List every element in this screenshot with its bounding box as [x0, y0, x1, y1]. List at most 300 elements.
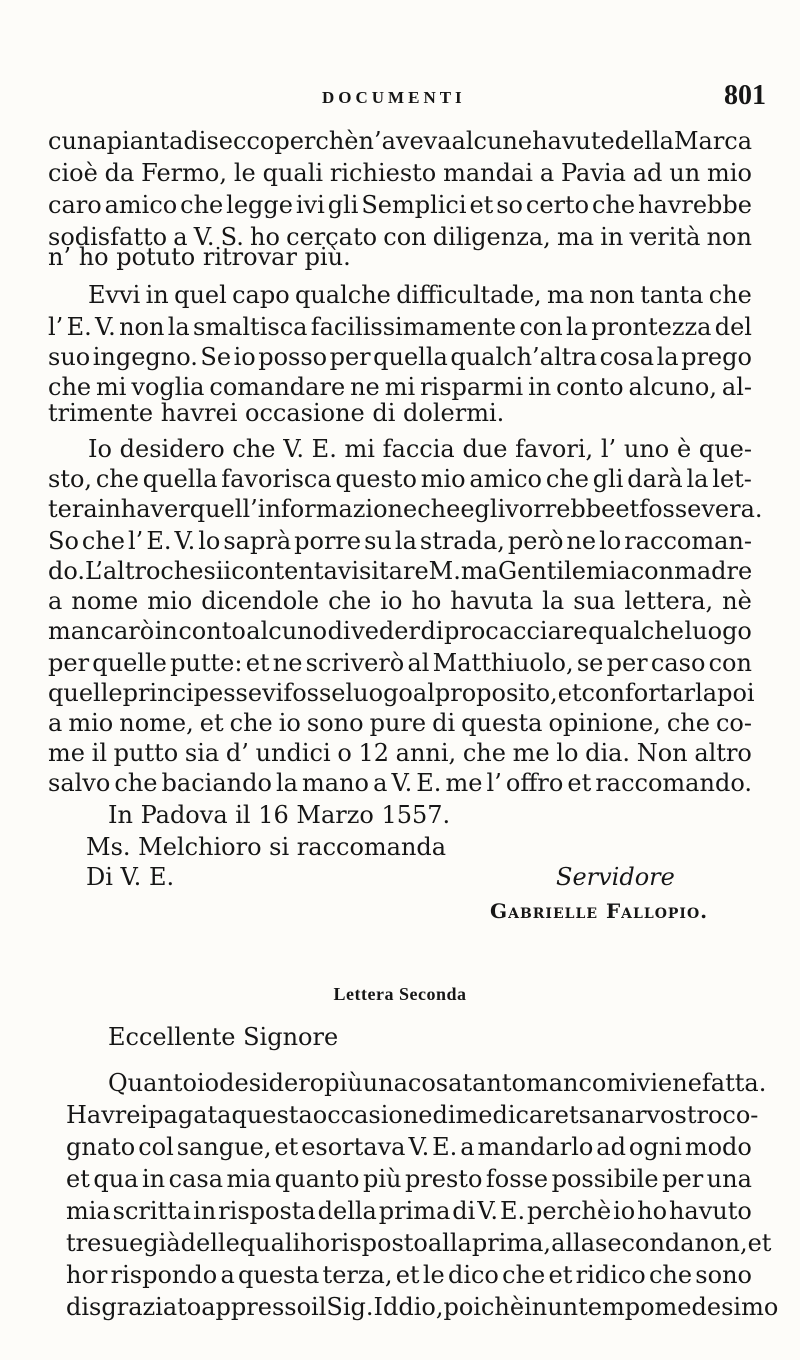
word: caso	[650, 649, 706, 677]
word: non	[119, 313, 165, 341]
word: medesimo	[654, 1293, 779, 1321]
word: L’altro	[85, 557, 161, 585]
word: a	[48, 587, 63, 615]
word: V.	[391, 769, 413, 797]
text-line	[0, 526, 800, 556]
word: la	[542, 587, 565, 615]
word: per	[329, 343, 371, 371]
word: ingegno.	[92, 343, 198, 371]
word: l’	[128, 527, 144, 555]
word: V.	[95, 313, 116, 341]
word: mio	[147, 587, 193, 615]
text-line	[0, 1260, 800, 1290]
text-line	[0, 556, 800, 586]
word: ho	[250, 223, 280, 251]
word: che	[417, 495, 461, 523]
word: haver	[120, 495, 190, 523]
word: opinione,	[548, 709, 661, 737]
word: sono	[306, 709, 364, 737]
word: amico	[104, 191, 178, 219]
word: mano	[302, 769, 370, 797]
word: offro	[505, 769, 564, 797]
word: ho	[637, 1197, 668, 1225]
word: scritta	[112, 1197, 192, 1225]
word: Semplici	[361, 191, 467, 219]
word: però	[507, 527, 564, 555]
word: do.	[48, 557, 86, 585]
text-line	[0, 648, 800, 678]
word: et	[395, 1261, 420, 1289]
word: il	[311, 1293, 327, 1321]
servidore-line: Servidore	[556, 863, 675, 891]
page-number: 801	[724, 80, 766, 111]
word: di	[420, 617, 444, 645]
word: Quanto	[108, 1069, 197, 1097]
text-line	[0, 1100, 800, 1130]
word: V.	[408, 1133, 430, 1161]
word: risposto	[330, 1229, 428, 1257]
word: che	[232, 435, 276, 463]
word: et	[615, 495, 640, 523]
word: lo	[599, 527, 622, 555]
word: non,	[694, 1229, 748, 1257]
word: gli	[592, 465, 624, 493]
word: un	[669, 159, 701, 187]
word: risparmi	[420, 373, 524, 401]
word: desidero	[119, 435, 225, 463]
word: che	[95, 465, 139, 493]
word: quelle	[48, 679, 123, 707]
word: mia	[585, 557, 631, 585]
word: comandare	[209, 373, 346, 401]
word: E.	[66, 313, 92, 341]
word: mi	[606, 1069, 637, 1097]
word: et	[557, 679, 582, 707]
word: So	[48, 527, 79, 555]
word: in	[193, 1197, 217, 1225]
word: quell’informazione	[189, 495, 418, 523]
word: mio	[420, 465, 466, 493]
word: la	[275, 769, 298, 797]
word: gli	[327, 191, 359, 219]
word: le	[233, 159, 256, 187]
word: sono	[695, 1261, 752, 1289]
word: Io	[88, 435, 112, 463]
word: la	[394, 527, 417, 555]
word: facilissimamente	[310, 313, 517, 341]
word: di	[183, 127, 207, 155]
word: terza,	[322, 1261, 393, 1289]
word: principesse	[122, 679, 263, 707]
word: ogni	[628, 1133, 682, 1161]
word: et	[66, 1165, 90, 1193]
text-line	[0, 1068, 800, 1098]
word: putte:	[170, 649, 243, 677]
word: ho	[411, 587, 442, 615]
text-line	[0, 1196, 800, 1226]
word: qualch’altra	[450, 343, 598, 371]
word: contenta	[231, 557, 338, 585]
word: vorrebbe	[505, 495, 616, 523]
word: vera.	[701, 495, 763, 523]
word: que-	[698, 435, 752, 463]
word: me	[445, 769, 483, 797]
word: nè	[722, 587, 752, 615]
word: V.	[174, 527, 196, 555]
word: proposito,	[434, 679, 558, 707]
word: havuto	[668, 1197, 752, 1225]
word: desidero	[219, 1069, 325, 1097]
word: me	[512, 739, 550, 767]
word: luogo	[345, 679, 413, 707]
word: S.	[220, 223, 244, 251]
word: veder	[351, 617, 420, 645]
word: quali	[262, 159, 324, 187]
word: io	[278, 709, 301, 737]
word: in	[524, 1293, 548, 1321]
text-line	[0, 586, 800, 616]
word: sii	[203, 557, 232, 585]
word: il	[91, 739, 107, 767]
word: ma	[556, 223, 595, 251]
word: gnato	[66, 1133, 136, 1161]
word: Fermo,	[141, 159, 227, 187]
word: in	[145, 281, 169, 309]
word: conmadre	[630, 557, 753, 585]
word: prima,	[471, 1229, 552, 1257]
text-line	[0, 126, 800, 156]
word: pianta	[106, 127, 184, 155]
word: E.	[311, 435, 337, 463]
word: che	[592, 191, 636, 219]
word: le	[422, 1261, 445, 1289]
word: sto,	[48, 465, 93, 493]
word: cercato	[286, 223, 378, 251]
word: V.	[283, 435, 304, 463]
word: risposta	[218, 1197, 316, 1225]
word: sangue,	[176, 1133, 272, 1161]
word: su	[364, 527, 392, 555]
text-line	[0, 312, 800, 342]
word: anni,	[395, 739, 457, 767]
word: che	[160, 557, 204, 585]
word: capo	[232, 281, 290, 309]
running-head: DOCUMENTI	[322, 88, 466, 107]
word: E.	[146, 527, 172, 555]
word: verità	[629, 223, 701, 251]
word: disgraziato	[66, 1293, 202, 1321]
word: quel	[174, 281, 227, 309]
text-line	[0, 678, 800, 708]
word: mi	[344, 435, 375, 463]
word: M.ma	[428, 557, 498, 585]
word: darà	[627, 465, 683, 493]
word: casa	[168, 1165, 224, 1193]
word: favori,	[515, 435, 594, 463]
word: per	[662, 1165, 704, 1193]
word: in	[154, 617, 178, 645]
word: putto	[113, 739, 179, 767]
word: presto	[404, 1165, 483, 1193]
word: mancarò	[48, 617, 155, 645]
word: nome,	[119, 709, 194, 737]
word: raccomando.	[595, 769, 752, 797]
word: occasione	[312, 1101, 433, 1129]
word: V.	[193, 223, 215, 251]
word: conto	[556, 373, 624, 401]
word: sue	[101, 1229, 144, 1257]
word: lo	[556, 739, 579, 767]
word: sua	[573, 587, 616, 615]
word: et	[245, 649, 270, 677]
word: che	[708, 281, 752, 309]
word: questa	[238, 1261, 320, 1289]
word: luogo	[684, 617, 752, 645]
word: più	[324, 1069, 363, 1097]
word: al-	[721, 373, 752, 401]
text-line	[0, 768, 800, 798]
word: hor	[66, 1261, 108, 1289]
word: a	[173, 223, 188, 251]
word: che	[328, 587, 372, 615]
word: perchè	[527, 1197, 612, 1225]
word: difficultade,	[396, 281, 542, 309]
signature: Gabrielle Fallopio.	[490, 899, 709, 923]
word: et	[554, 1101, 579, 1129]
text-line	[0, 1228, 800, 1258]
word: non	[589, 281, 635, 309]
word: raccoman-	[624, 527, 752, 555]
word: un	[547, 1293, 579, 1321]
word: in	[600, 223, 624, 251]
word: Marca	[673, 127, 753, 155]
word: n’	[358, 127, 382, 155]
word: et	[274, 1133, 299, 1161]
word: che	[666, 709, 710, 737]
word: Pavia	[560, 159, 626, 187]
word: ad	[596, 1133, 626, 1161]
word: la	[656, 343, 679, 371]
word: che	[114, 769, 158, 797]
text-line	[0, 1164, 800, 1194]
word: tera	[48, 495, 98, 523]
word: cosa	[407, 1069, 463, 1097]
word: quali	[239, 1229, 301, 1257]
word: della	[317, 1197, 377, 1225]
word: alcuno,	[628, 373, 717, 401]
word: a	[539, 159, 555, 187]
recommend-line: Ms. Melchioro si raccomanda	[86, 833, 447, 861]
word: delle	[180, 1229, 240, 1257]
word: conto	[178, 617, 246, 645]
word: questa	[461, 709, 543, 737]
word: mio	[707, 159, 752, 187]
text-line	[0, 464, 800, 494]
word: Gentile	[497, 557, 586, 585]
word: l’	[600, 435, 617, 463]
word: Matthiuolo,	[432, 649, 574, 677]
word: qualche	[294, 281, 391, 309]
word: ma	[547, 281, 585, 309]
text-line	[0, 190, 800, 220]
word: possibile	[551, 1165, 659, 1193]
word: prego	[681, 343, 752, 371]
text-line	[0, 708, 800, 738]
word: questa	[231, 1101, 313, 1129]
word: di	[432, 1101, 456, 1129]
word: qua	[93, 1165, 139, 1193]
word: questo	[335, 465, 417, 493]
word: una	[362, 1069, 408, 1097]
word: fatta.	[701, 1069, 767, 1097]
word: lo	[198, 527, 221, 555]
word: l’	[48, 313, 64, 341]
word: Sig.	[326, 1293, 374, 1321]
word: ad	[632, 159, 663, 187]
word: a	[220, 1261, 235, 1289]
word: caro	[48, 191, 102, 219]
word: procacciare	[444, 617, 588, 645]
word: pure	[369, 709, 427, 737]
word: cosa	[599, 343, 655, 371]
date-line: In Padova il 16 Marzo 1557.	[108, 801, 451, 829]
word: et	[567, 769, 592, 797]
word: alcuno	[246, 617, 328, 645]
word: voglia	[131, 373, 205, 401]
word: scriverò	[305, 649, 405, 677]
text-line	[0, 280, 800, 310]
text-line	[0, 1292, 800, 1322]
word: nome	[71, 587, 139, 615]
word: Havrei	[66, 1101, 149, 1129]
word: con	[519, 313, 563, 341]
word: confortarla	[581, 679, 718, 707]
word: viene	[636, 1069, 702, 1097]
word: visitare	[337, 557, 429, 585]
salutation: Eccellente Signore	[108, 1023, 339, 1051]
word: so	[496, 191, 523, 219]
word: fosse	[485, 1165, 549, 1193]
word: ne	[350, 373, 380, 401]
word: suo	[48, 343, 91, 371]
word: cioè	[48, 159, 98, 187]
word: col	[138, 1133, 174, 1161]
word: V.	[477, 1197, 499, 1225]
word: modo	[684, 1133, 752, 1161]
word: tre	[66, 1229, 102, 1257]
word: una	[706, 1165, 752, 1193]
word: due	[462, 435, 508, 463]
word: io	[233, 343, 256, 371]
word: amico	[469, 465, 543, 493]
word: la	[686, 465, 709, 493]
word: rispondo	[110, 1261, 218, 1289]
word: dia.	[585, 739, 631, 767]
word: altro	[694, 739, 752, 767]
word: baciando	[161, 769, 272, 797]
word: et	[747, 1229, 772, 1257]
word: egli	[460, 495, 506, 523]
word: perchè	[274, 127, 359, 155]
di-ve-line: Di V. E.	[86, 863, 175, 891]
word: in	[142, 1165, 166, 1193]
word: E.	[432, 1133, 458, 1161]
word: ho	[300, 1229, 331, 1257]
word: havute	[532, 127, 615, 155]
word: con	[708, 649, 752, 677]
word: che	[502, 1261, 546, 1289]
word: richiesto	[329, 159, 437, 187]
word: dicendole	[201, 587, 320, 615]
word: saprà	[223, 527, 292, 555]
word: tanta	[640, 281, 704, 309]
word: di	[452, 1197, 476, 1225]
word: di	[432, 709, 456, 737]
word: Non	[636, 739, 688, 767]
text-line	[0, 434, 800, 464]
word: sia	[184, 739, 220, 767]
word: della	[614, 127, 674, 155]
word: che	[81, 527, 125, 555]
word: mi	[96, 373, 127, 401]
text-line	[0, 1132, 800, 1162]
word: mi	[384, 373, 416, 401]
word: smaltisca	[193, 313, 308, 341]
word: sanar	[578, 1101, 647, 1129]
word: fosse	[639, 495, 702, 523]
word: secco	[206, 127, 275, 155]
word: alla	[427, 1229, 472, 1257]
word: già	[143, 1229, 181, 1257]
word: havuta	[450, 587, 534, 615]
text-line: trimente havrei occasione di dolermi.	[48, 399, 505, 427]
word: vi	[262, 679, 284, 707]
word: che	[545, 465, 589, 493]
text-line	[0, 342, 800, 372]
word: Se	[200, 343, 232, 371]
word: undici	[255, 739, 331, 767]
word: non	[706, 223, 752, 251]
word: che	[462, 739, 506, 767]
word: a	[460, 1133, 475, 1161]
word: fosse	[283, 679, 346, 707]
word: poichè	[443, 1293, 525, 1321]
word: che	[229, 709, 273, 737]
word: certo	[525, 191, 590, 219]
word: let-	[712, 465, 752, 493]
word: a	[373, 769, 388, 797]
word: o	[337, 739, 352, 767]
word: io	[197, 1069, 220, 1097]
word: la	[167, 313, 190, 341]
word: la	[565, 313, 588, 341]
word: et	[199, 709, 224, 737]
page-header	[0, 80, 800, 120]
word: prontezza	[591, 313, 712, 341]
text-line	[0, 738, 800, 768]
word: l’	[486, 769, 502, 797]
word: di	[327, 617, 351, 645]
text-line	[0, 158, 800, 188]
word: ivi	[295, 191, 325, 219]
word: havrebbe	[638, 191, 752, 219]
word: Iddio,	[373, 1293, 444, 1321]
word: tanto	[462, 1069, 526, 1097]
word: 12	[358, 739, 389, 767]
word: esortava	[301, 1133, 406, 1161]
word: alcune	[451, 127, 533, 155]
word: se	[576, 649, 604, 677]
